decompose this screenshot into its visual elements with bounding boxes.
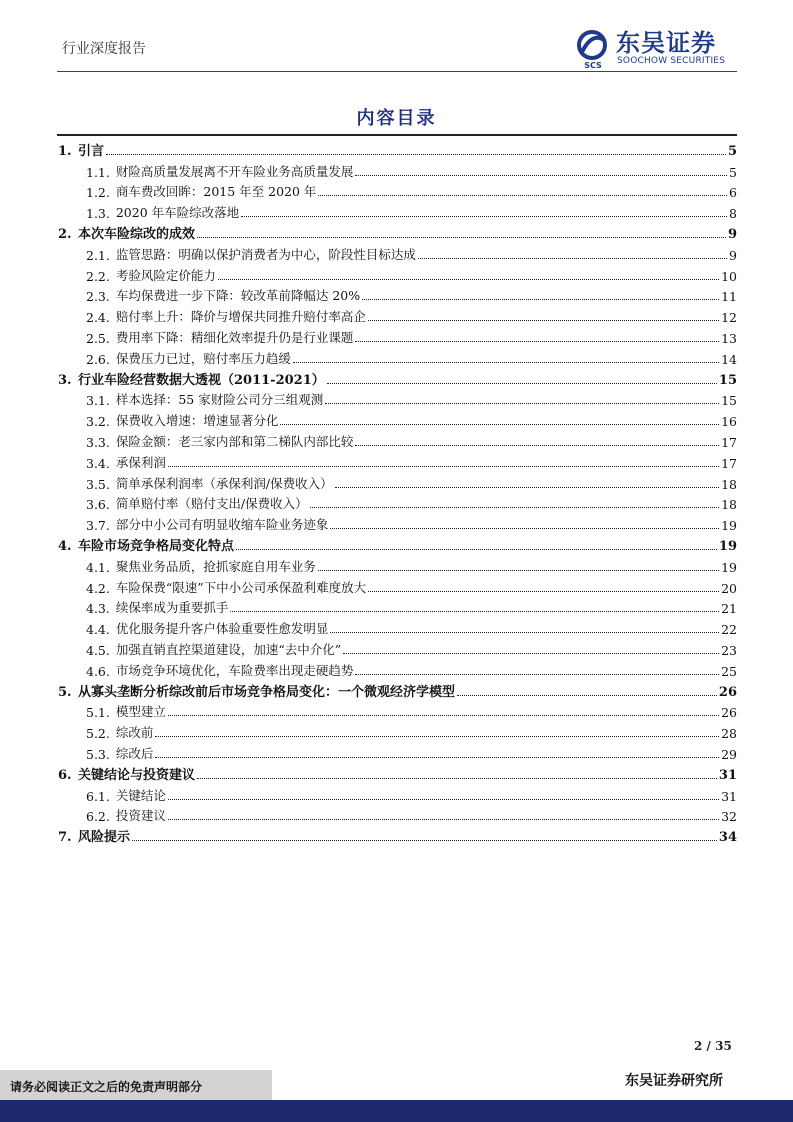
toc-leader-dots [318, 195, 727, 196]
toc-title: 内容目录 [356, 108, 437, 129]
toc-entry-title: 保费压力已过，赔付率压力趋缓 [115, 350, 291, 366]
toc-leader-dots [330, 528, 719, 529]
logo-chinese-name: 东吴证券 [616, 29, 716, 57]
toc-entry-title: 样本选择：55 家财险公司分三组观测 [115, 392, 324, 408]
toc-leader-dots [168, 799, 719, 800]
toc-subsection-entry[interactable] [57, 180, 737, 201]
toc-entry-page: 18 [721, 497, 737, 513]
toc-subsection-entry[interactable] [57, 284, 737, 305]
page-indicator: 2 / 35 [694, 1039, 732, 1053]
toc-entry-title: 加强直销直控渠道建设，加速“去中介化” [115, 641, 342, 657]
toc-entry-page: 11 [721, 289, 737, 305]
toc-subsection-entry[interactable] [57, 304, 737, 325]
toc-subsection-entry[interactable] [57, 783, 737, 804]
toc-entry-page: 31 [718, 767, 737, 783]
toc-entry-page: 28 [721, 726, 737, 742]
toc-entry-page: 14 [721, 351, 737, 367]
toc-subsection-entry[interactable] [57, 575, 737, 596]
toc-entry-title: 保险金额：老三家内部和第二梯队内部比较 [115, 433, 354, 449]
toc-entry-number: 2. [58, 226, 72, 242]
toc-entry-number: 6.1. [86, 788, 110, 804]
svg-text:SCS: SCS [584, 61, 602, 70]
toc-entry-number: 3.5. [86, 476, 110, 492]
toc-entry-number: 4.5. [86, 642, 110, 658]
toc-entry-number: 1.2. [86, 185, 110, 201]
toc-leader-dots [168, 715, 719, 716]
toc-entry-page: 20 [721, 580, 737, 596]
toc-entry-title: 车险市场竞争格局变化特点 [78, 538, 235, 554]
toc-entry-number: 1.1. [86, 164, 110, 180]
toc-entry-page: 17 [721, 455, 737, 471]
toc-entry-title: 考验风险定价能力 [115, 267, 216, 283]
toc-entry-title: 市场竞争环境优化，车险费率出现走硬趋势 [115, 662, 354, 678]
toc-subsection-entry[interactable] [57, 554, 737, 575]
toc-subsection-entry[interactable] [57, 492, 737, 513]
toc-entry-number: 3.7. [86, 518, 110, 534]
toc-leader-dots [335, 487, 720, 488]
toc-entry-title: 投资建议 [115, 808, 166, 824]
toc-entry-page: 19 [718, 538, 737, 554]
toc-entry-number: 6.2. [86, 809, 110, 825]
toc-entry-number: 4.6. [86, 663, 110, 679]
toc-subsection-entry[interactable] [57, 200, 737, 221]
toc-entry-title: 风险提示 [78, 830, 131, 846]
toc-leader-dots [355, 341, 719, 342]
toc-entry-title: 关键结论 [115, 787, 166, 803]
toc-leader-dots [355, 674, 719, 675]
toc-entry-number: 4.4. [86, 622, 110, 638]
toc-entry-title: 费用率下降：精细化效率提升仍是行业课题 [115, 329, 354, 345]
toc-entry-number: 2.1. [86, 247, 110, 263]
toc-entry-number: 4.2. [86, 580, 110, 596]
toc-leader-dots [197, 237, 726, 238]
toc-subsection-entry[interactable] [57, 346, 737, 367]
toc-subsection-entry[interactable] [57, 388, 737, 409]
toc-subsection-entry[interactable] [57, 616, 737, 637]
logo-mark-icon [576, 30, 610, 70]
toc-subsection-entry[interactable] [57, 512, 737, 533]
toc-entry-page: 15 [721, 393, 737, 409]
toc-subsection-entry[interactable] [57, 429, 737, 450]
toc-section-entry[interactable] [57, 367, 737, 388]
toc-entry-page: 29 [721, 746, 737, 762]
toc-entry-page: 15 [718, 372, 737, 388]
toc-subsection-entry[interactable] [57, 450, 737, 471]
toc-entry-title: 优化服务提升客户体验重要性愈发明显 [115, 621, 329, 637]
toc-leader-dots [168, 466, 719, 467]
toc-entry-title: 车均保费进一步下降：较改革前降幅达 20% [115, 288, 361, 304]
toc-entry-number: 5.3. [86, 746, 110, 762]
toc-entry-page: 25 [721, 663, 737, 679]
toc-entry-page: 26 [721, 705, 737, 721]
toc-entry-page: 16 [721, 414, 737, 430]
toc-entry-page: 32 [721, 809, 737, 825]
toc-entry-title: 2020 年车险综改落地 [115, 205, 240, 221]
toc-entry-number: 5. [58, 684, 72, 700]
toc-leader-dots [241, 216, 727, 217]
toc-entry-number: 2.4. [86, 310, 110, 326]
toc-entry-page: 17 [721, 434, 737, 450]
toc-entry-title: 车险保费“限速”下中小公司承保盈利难度放大 [115, 579, 367, 595]
toc-entry-title: 监管思路：明确以保护消费者为中心，阶段性目标达成 [115, 246, 416, 262]
toc-entry-title: 部分中小公司有明显收缩车险业务迹象 [115, 517, 329, 533]
toc-leader-dots [457, 695, 717, 696]
toc-subsection-entry[interactable] [57, 741, 737, 762]
toc-leader-dots [368, 320, 719, 321]
toc-subsection-entry[interactable] [57, 804, 737, 825]
toc-entry-page: 21 [721, 601, 737, 617]
toc-entry-title: 财险高质量发展离不开车险业务高质量发展 [115, 163, 354, 179]
toc-entry-number: 3.2. [86, 414, 110, 430]
toc-entry-page: 19 [721, 559, 737, 575]
toc-leader-dots [325, 403, 719, 404]
footer-brand: 东吴证券研究所 [625, 1073, 723, 1089]
toc-leader-dots [197, 778, 717, 779]
toc-entry-page: 5 [727, 143, 737, 159]
footer-bar [0, 1100, 793, 1122]
toc-entry-number: 5.2. [86, 726, 110, 742]
toc-entry-number: 3.1. [86, 393, 110, 409]
toc-entry-page: 26 [718, 684, 737, 700]
toc-entry-title: 商车费改回眸：2015 年至 2020 年 [115, 184, 317, 200]
toc-entry-page: 13 [721, 330, 737, 346]
toc-subsection-entry[interactable] [57, 596, 737, 617]
disclaimer-box [0, 1070, 272, 1100]
toc-leader-dots [362, 299, 719, 300]
toc-entry-page: 34 [718, 830, 737, 846]
toc-entry-number: 2.3. [86, 289, 110, 305]
toc-entry-number: 4.1. [86, 559, 110, 575]
toc-entry-title: 聚焦业务品质，抢抓家庭自用车业务 [115, 558, 316, 574]
toc-leader-dots [355, 445, 719, 446]
toc-section-entry[interactable] [57, 824, 737, 845]
toc-entry-page: 9 [729, 247, 737, 263]
toc-entry-title: 从寡头垄断分析综改前后市场竞争格局变化：一个微观经济学模型 [78, 684, 456, 700]
toc-entry-number: 7. [58, 830, 72, 846]
toc-entry-number: 4. [58, 538, 72, 554]
toc-entry-page: 6 [729, 185, 737, 201]
toc-entry-number: 1. [58, 143, 72, 159]
toc-entry-page: 9 [727, 226, 737, 242]
toc-entry-number: 2.2. [86, 268, 110, 284]
toc-entry-page: 12 [721, 310, 737, 326]
toc-entry-title: 行业车险经营数据大透视（2011-2021） [78, 372, 325, 388]
toc-entry-page: 10 [721, 268, 737, 284]
toc-entry-page: 18 [721, 476, 737, 492]
toc-subsection-entry[interactable] [57, 325, 737, 346]
toc-leader-dots [155, 736, 719, 737]
toc-section-entry[interactable] [57, 221, 737, 242]
toc-entry-title: 本次车险综改的成效 [78, 226, 196, 242]
toc-entry-title: 保费收入增速：增速显著分化 [115, 413, 279, 429]
toc-entry-title: 简单承保利润率（承保利润/保费收入） [115, 475, 333, 491]
toc-leader-dots [230, 611, 719, 612]
toc-entry-number: 6. [58, 767, 72, 783]
toc-leader-dots [355, 175, 727, 176]
toc-entry-number: 3.3. [86, 434, 110, 450]
toc-subsection-entry[interactable] [57, 720, 737, 741]
toc-leader-dots [343, 653, 719, 654]
toc-leader-dots [310, 507, 720, 508]
disclaimer-text: 请务必阅读正文之后的免责声明部分 [10, 1080, 203, 1094]
toc-leader-dots [368, 591, 719, 592]
toc-subsection-entry[interactable] [57, 471, 737, 492]
toc-entry-title: 综改前 [115, 725, 154, 741]
toc-leader-dots [280, 424, 719, 425]
toc-entry-number: 5.1. [86, 705, 110, 721]
toc-entry-title: 引言 [78, 143, 105, 159]
toc-entry-number: 3. [58, 372, 72, 388]
toc-entry-title: 续保率成为重要抓手 [115, 600, 229, 616]
toc-entry-number: 4.3. [86, 601, 110, 617]
toc-leader-dots [418, 258, 727, 259]
toc-leader-dots [106, 154, 726, 155]
toc-entry-title: 模型建立 [115, 704, 166, 720]
toc-section-entry[interactable] [57, 762, 737, 783]
toc-entry-number: 2.6. [86, 351, 110, 367]
toc-entry-page: 8 [729, 206, 737, 222]
toc-subsection-entry[interactable] [57, 658, 737, 679]
table-of-contents [57, 138, 737, 845]
toc-subsection-entry[interactable] [57, 408, 737, 429]
toc-entry-page: 31 [721, 788, 737, 804]
toc-entry-page: 5 [729, 164, 737, 180]
toc-top-divider [57, 134, 737, 136]
toc-entry-title: 综改后 [115, 745, 154, 761]
toc-subsection-entry[interactable] [57, 159, 737, 180]
toc-entry-title: 承保利润 [115, 454, 166, 470]
toc-entry-number: 2.5. [86, 330, 110, 346]
page-footer [0, 1070, 793, 1122]
toc-entry-page: 19 [721, 518, 737, 534]
toc-leader-dots [236, 549, 717, 550]
toc-leader-dots [218, 279, 719, 280]
header-divider [57, 71, 737, 72]
toc-section-entry[interactable] [57, 138, 737, 159]
toc-entry-number: 1.3. [86, 206, 110, 222]
report-type-label: 行业深度报告 [62, 41, 146, 57]
toc-leader-dots [155, 757, 719, 758]
toc-section-entry[interactable] [57, 533, 737, 554]
toc-leader-dots [168, 819, 719, 820]
toc-subsection-entry[interactable] [57, 637, 737, 658]
toc-subsection-entry[interactable] [57, 263, 737, 284]
toc-leader-dots [132, 840, 717, 841]
company-logo [576, 30, 736, 70]
toc-leader-dots [318, 570, 719, 571]
toc-entry-number: 3.4. [86, 455, 110, 471]
toc-entry-title: 赔付率上升：降价与增保共同推升赔付率高企 [115, 309, 366, 325]
toc-entry-page: 22 [721, 622, 737, 638]
toc-leader-dots [293, 362, 719, 363]
toc-leader-dots [327, 383, 717, 384]
logo-english-name: SOOCHOW SECURITIES [617, 56, 726, 66]
toc-section-entry[interactable] [57, 679, 737, 700]
toc-subsection-entry[interactable] [57, 700, 737, 721]
toc-entry-title: 简单赔付率（赔付支出/保费收入） [115, 496, 308, 512]
toc-entry-title: 关键结论与投资建议 [78, 767, 196, 783]
toc-entry-number: 3.6. [86, 497, 110, 513]
toc-entry-page: 23 [721, 642, 737, 658]
toc-leader-dots [330, 632, 719, 633]
toc-subsection-entry[interactable] [57, 242, 737, 263]
